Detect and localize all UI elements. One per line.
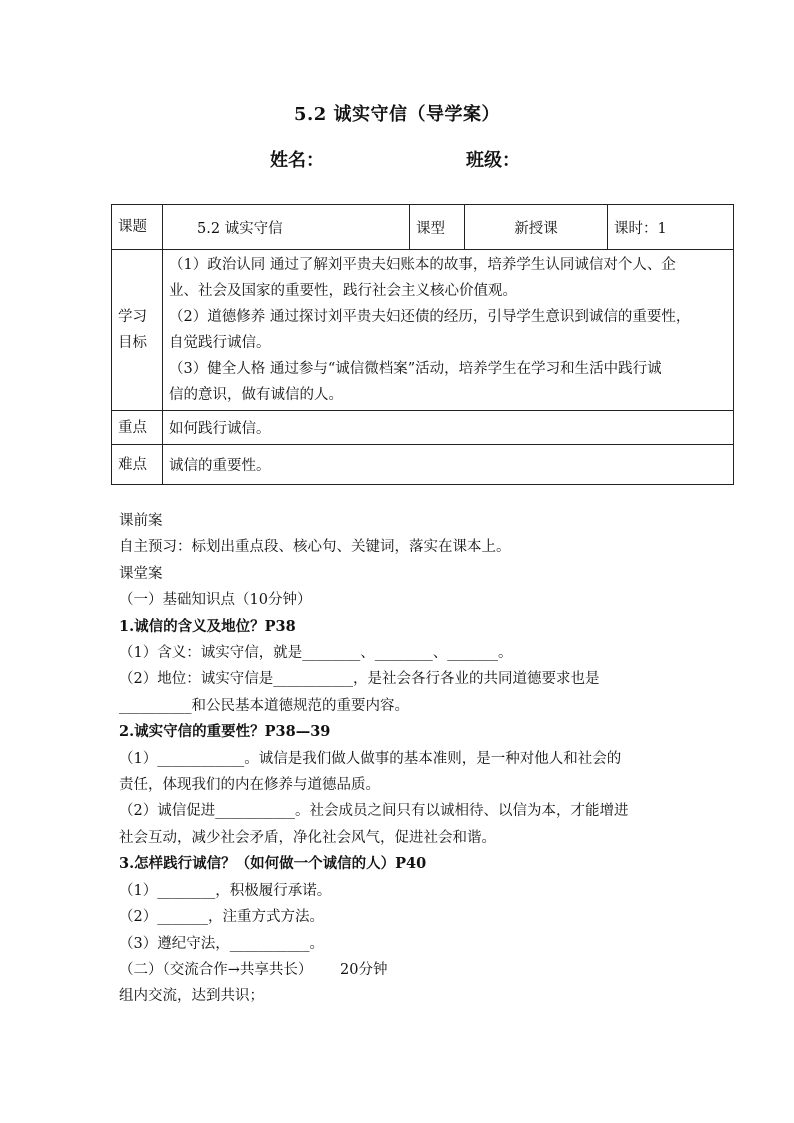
name-label: 姓名： <box>270 150 324 171</box>
page-title: 5.2 诚实守信（导学案） <box>293 104 501 125</box>
goals-content <box>163 250 734 411</box>
difficulty-row <box>112 445 734 485</box>
difficulty-value: 诚信的重要性。 <box>163 445 734 485</box>
topic-value: 5.2 诚实守信 <box>163 205 410 250</box>
goal-line: （3）健全人格 通过参与“诚信微档案”活动，培养学生在学习和生活中践行诚 <box>169 361 662 377</box>
type-label: 课型 <box>410 205 465 250</box>
body-line: 责任，体现我们的内在修养与道德品质。 <box>119 777 380 794</box>
period-value: 课时：1 <box>608 205 734 250</box>
type-value: 新授课 <box>465 205 608 250</box>
section-heading: 课堂案 <box>119 565 163 582</box>
class-label: 班级： <box>466 150 520 171</box>
goal-line: （1）政治认同 通过了解刘平贵夫妇账本的故事，培养学生认同诚信对个人、企 <box>169 257 676 273</box>
subsection-heading: （二）（交流合作→共享共长） 20分钟 <box>119 961 388 978</box>
goal-line: 自觉践行诚信。 <box>169 335 271 351</box>
fill-in-line: （2）诚信促进___________。社会成员之间只有以诚相待、以信为本，才能增进 <box>119 803 629 820</box>
fill-in-line: （2）地位：诚实守信是___________，是社会各行各业的共同道德要求也是 <box>119 671 600 688</box>
goal-line: 业、社会及国家的重要性，践行社会主义核心价值观。 <box>169 283 517 299</box>
fill-in-line: （1）含义：诚实守信，就是________、________、_______。 <box>119 645 513 662</box>
fill-in-line: __________和公民基本道德规范的重要内容。 <box>119 697 409 714</box>
goals-label <box>112 250 163 411</box>
lesson-header-row <box>112 205 734 250</box>
section-heading: 课前案 <box>119 513 163 529</box>
goals-label-line: 目标 <box>118 335 147 351</box>
key-point-row <box>112 411 734 445</box>
difficulty-label: 难点 <box>112 445 163 485</box>
key-point-value: 如何践行诚信。 <box>163 411 734 445</box>
question-heading: 3.怎样践行诚信？（如何做一个诚信的人）P40 <box>119 855 427 873</box>
goals-row <box>112 250 734 411</box>
fill-in-line: （1）____________。诚信是我们做人做事的基本准则，是一种对他人和社会的 <box>119 750 622 767</box>
body-line: 社会互动，减少社会矛盾，净化社会风气，促进社会和谐。 <box>119 829 496 846</box>
fill-in-line: （2）_______，注重方式方法。 <box>119 909 324 926</box>
body-line: 组内交流，达到共识； <box>119 988 264 1005</box>
question-heading: 1.诚信的含义及地位？P38 <box>119 617 296 635</box>
fill-in-line: （1）________，积极履行承诺。 <box>119 882 332 899</box>
goal-line: 信的意识，做有诚信的人。 <box>169 387 343 403</box>
fill-in-line: （3）遵纪守法，___________。 <box>119 935 324 952</box>
subsection-heading: （一）基础知识点（10分钟） <box>119 592 312 609</box>
key-point-label: 重点 <box>112 411 163 445</box>
body-line: 自主预习：标划出重点段、核心句、关键词，落实在课本上。 <box>119 539 511 556</box>
goals-label-line: 学习 <box>118 309 147 325</box>
topic-label: 课题 <box>112 205 163 250</box>
goal-line: （2）道德修养 通过探讨刘平贵夫妇还债的经历，引导学生意识到诚信的重要性， <box>169 309 691 325</box>
lesson-info-table <box>111 204 734 485</box>
worksheet-body <box>119 508 739 1010</box>
question-heading: 2.诚实守信的重要性？P38—39 <box>119 723 331 741</box>
